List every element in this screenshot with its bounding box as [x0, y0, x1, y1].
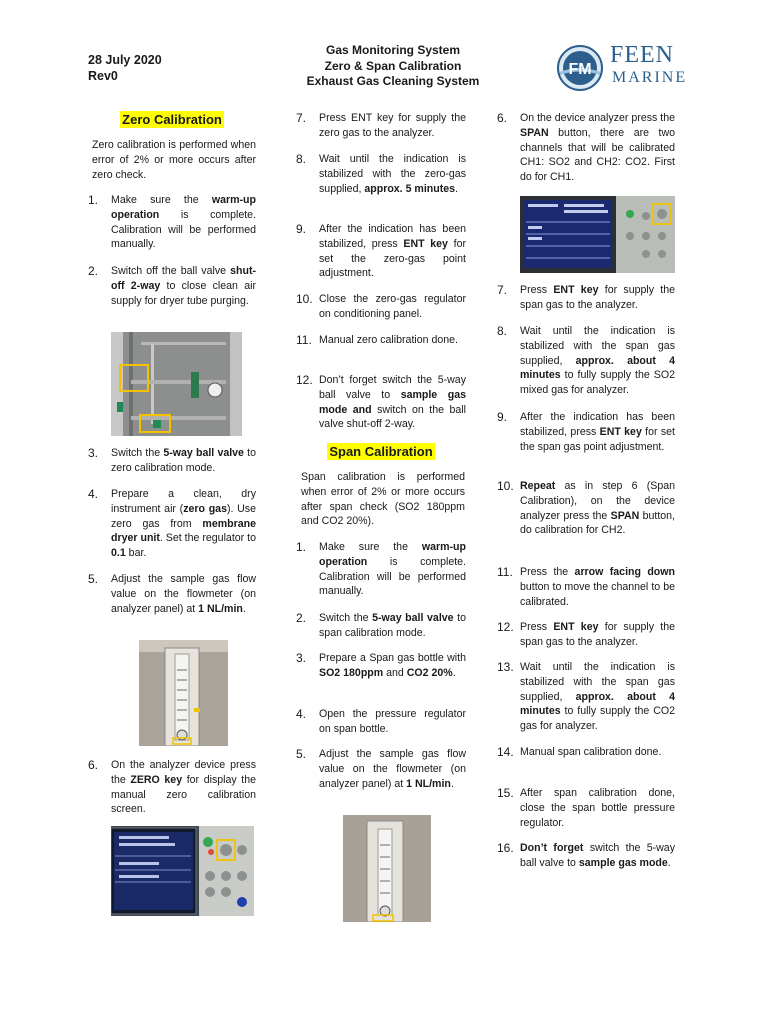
logo-feen-text: FEEN: [610, 42, 674, 68]
zero-step-10: [296, 292, 466, 322]
step-number: 10.: [497, 479, 514, 493]
step-number: 3.: [88, 446, 99, 460]
document-title: [278, 43, 508, 90]
title-line-2: Zero & Span Calibration: [324, 58, 462, 73]
step-text: Make sure the warm-up operation is complete. Calibration will be performed manually.: [319, 541, 466, 598]
step-text: Don’t forget switch the 5-way ball valve to sample gas mode.: [520, 842, 675, 869]
flowmeter-photo: [139, 640, 228, 746]
logo-marine-text: MARINE: [612, 69, 688, 86]
step-text: Switch off the ball valve shut-off 2-way to close clean air supply for dryer tube purging.: [111, 265, 256, 307]
zero-step-4: [88, 487, 256, 561]
zero-step-12: [296, 373, 466, 432]
step-number: 14.: [497, 745, 514, 759]
step-number: 8.: [296, 152, 307, 166]
step-text: After the indication has been stabilized, press ENT key for set the zero-gas point adjustment.: [319, 223, 467, 280]
step-number: 11.: [497, 565, 513, 579]
step-text: Press ENT key for supply the span gas to the analyzer.: [520, 284, 676, 311]
step-text: Close the zero-gas regulator on conditioning panel.: [319, 293, 466, 320]
zero-step-3: [88, 446, 256, 476]
step-number: 10.: [296, 292, 313, 306]
span-step-15: [497, 786, 675, 830]
step-text: Press the arrow facing down button to move the channel to be calibrated.: [520, 566, 675, 608]
step-number: 8.: [497, 324, 508, 338]
span-step-16: [497, 841, 675, 871]
step-text: Manual zero calibration done.: [319, 334, 458, 346]
span-step-8: [497, 324, 675, 398]
step-number: 12.: [296, 373, 313, 387]
step-text: Wait until the indication is stabilized with the span gas supplied, approx. about 4 minutes to fully supply the CO2 gas for analyzer.: [520, 661, 675, 733]
span-step-10: [497, 479, 675, 538]
span-step-5: [296, 747, 466, 791]
step-number: 2.: [296, 611, 307, 625]
zero-step-11: [296, 333, 466, 348]
zero-step-1: [88, 193, 256, 252]
step-number: 9.: [497, 410, 508, 424]
step-number: 6.: [497, 111, 508, 125]
step-text: On the device analyzer press the SPAN button, there are two channels that will be calibrated CH1: SO2 and CH2: CO2. First do for CH1.: [520, 112, 675, 184]
span-step-13: [497, 660, 675, 734]
step-text: Switch the 5-way ball valve to span calibration mode.: [319, 612, 467, 639]
step-text: After the indication has been stabilized, press ENT key for set the span gas point adjustment.: [520, 411, 675, 453]
zero-calibration-title: Zero Calibration: [122, 112, 222, 127]
zero-step-2: [88, 264, 256, 308]
step-number: 6.: [88, 758, 99, 772]
flowmeter-span-photo: [343, 815, 431, 922]
span-step-4: [296, 707, 466, 737]
span-step-9: [497, 410, 675, 454]
step-number: 5.: [88, 572, 99, 586]
step-number: 13.: [497, 660, 514, 674]
span-step-7: [497, 283, 675, 313]
zero-calibration-heading-block: [88, 111, 256, 128]
span-step-14: [497, 745, 675, 760]
document-date: 28 July 2020: [88, 53, 162, 67]
zero-step-5: [88, 572, 256, 616]
step-text: Make sure the warm-up operation is complete. Calibration will be performed manually.: [111, 194, 256, 251]
step-text: Switch the 5-way ball valve to zero calibration mode.: [111, 447, 256, 474]
step-text: Adjust the sample gas flow value on the flowmeter (on analyzer panel) at 1 NL/min.: [319, 748, 466, 790]
svg-text:FM: FM: [568, 61, 592, 78]
step-number: 3.: [296, 651, 307, 665]
title-line-1: Gas Monitoring System: [325, 43, 461, 57]
step-number: 7.: [296, 111, 307, 125]
step-text: Press ENT key for supply the zero gas to the analyzer.: [319, 112, 466, 139]
span-step-3: [296, 651, 466, 681]
step-text: Prepare a Span gas bottle with SO2 180ppm and CO2 20%.: [319, 652, 466, 679]
step-text: Press ENT key for supply the span gas to the analyzer.: [520, 621, 676, 648]
company-logo: [556, 42, 686, 94]
step-text: Manual span calibration done.: [520, 746, 662, 758]
step-text: Open the pressure regulator on span bottle.: [319, 708, 466, 735]
step-number: 1.: [88, 193, 99, 207]
step-number: 5.: [296, 747, 307, 761]
zero-intro: Zero calibration is performed when error of 2% or more occurs after zero check.: [92, 139, 256, 181]
span-step-1: [296, 540, 466, 599]
step-text: Don’t forget switch the 5-way ball valve to sample gas mode and switch on the ball valve shut-off 2-way.: [319, 374, 467, 431]
span-step-2: [296, 611, 466, 641]
step-text: Prepare a clean, dry instrument air (zero gas). Use zero gas from membrane dryer unit. Set the regulator to 0.1 bar.: [111, 488, 256, 560]
step-number: 16.: [497, 841, 514, 855]
logo-mark-icon: [556, 44, 604, 92]
analyzer-zero-screen-photo: [111, 826, 254, 916]
zero-step-8: [296, 152, 466, 196]
step-number: 4.: [296, 707, 307, 721]
analyzer-span-screen-photo: [520, 196, 675, 273]
step-number: 15.: [497, 786, 514, 800]
span-calibration-heading-block: [296, 443, 466, 460]
step-text: Repeat as in step 6 (Span Calibration), on the device analyzer press the SPAN button, do calibration for CH2.: [520, 480, 675, 537]
header-left: [88, 52, 162, 84]
step-number: 4.: [88, 487, 99, 501]
zero-step-9: [296, 222, 466, 281]
step-number: 2.: [88, 264, 99, 278]
step-text: Wait until the indication is stabilized with the span gas supplied, approx. about 4 minutes to fully supply the SO2 mixed gas for analyzer.: [520, 325, 675, 397]
span-calibration-title: Span Calibration: [329, 444, 433, 459]
step-text: Adjust the sample gas flow value on the flowmeter (on analyzer panel) at 1 NL/min.: [111, 573, 256, 615]
step-number: 12.: [497, 620, 514, 634]
step-number: 11.: [296, 333, 312, 347]
span-step-12: [497, 620, 675, 650]
step-text: After span calibration done, close the span bottle pressure regulator.: [520, 787, 675, 829]
document-revision: Rev0: [88, 69, 118, 83]
step-number: 1.: [296, 540, 307, 554]
step-text: On the analyzer device press the ZERO key for display the manual zero calibration screen.: [111, 759, 257, 816]
step-number: 7.: [497, 283, 508, 297]
zero-step-7: [296, 111, 466, 141]
step-text: Wait until the indication is stabilized with the zero-gas supplied, approx. 5 minutes.: [319, 153, 466, 195]
step-number: 9.: [296, 222, 307, 236]
span-step-11: [497, 565, 675, 609]
span-step-6: [497, 111, 675, 185]
title-line-3: Exhaust Gas Cleaning System: [306, 74, 480, 88]
span-intro: Span calibration is performed when error of 2% or more occurs after span check (SO2 180ppm and CO2 20%).: [301, 471, 465, 528]
ball-valve-photo: [111, 332, 242, 436]
zero-step-6: [88, 758, 256, 817]
